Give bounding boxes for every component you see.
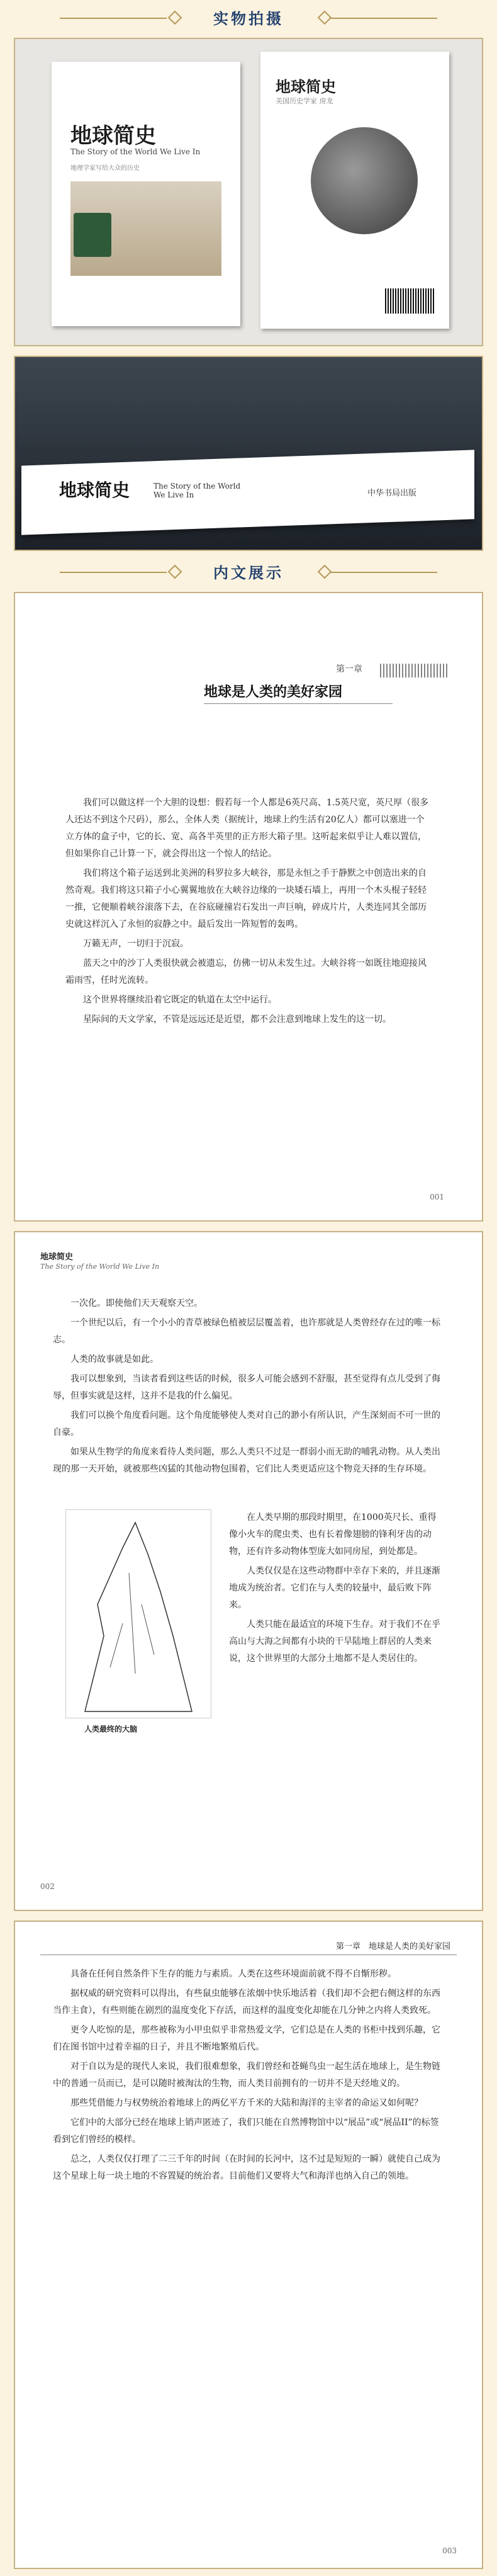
- front-cover-emblem: [74, 213, 111, 257]
- page1-paragraphs-paragraph: 我们可以做这样一个大胆的设想：假若每一个人都是6英尺高、1.5英尺宽，英尺厚（很多人还达不到这个尺码），那么，全体人类（据统计，地球上约生活有20亿人）都可以塞进一个立方体的盒子中，它的长、宽、高各半英里的正方形大箱子里。这听起来似乎让人难以置信，但如果你自己计算一下，就会得出这一个惊人的结论。: [65, 798, 429, 859]
- page2-side_paragraphs-paragraph: 人类只能在最适宜的环境下生存。对于我们不在乎高山与大海之间都有小块的干旱陆地上群居的人类来说，这个世界里的大部分土地都不是人类居住的。: [229, 1620, 440, 1664]
- back-cover-globe-illustration: [311, 127, 418, 234]
- content-page-2: [14, 1231, 483, 1911]
- page2-header-en: The Story of the World We Live In: [40, 1262, 160, 1271]
- page2-paragraphs-paragraph: 我们可以换个角度看问题。这个角度能够使人类对自己的渺小有所认识，产生深刻而不可一世的自豪。: [53, 1410, 440, 1438]
- chapter-label: 第一章: [336, 664, 362, 674]
- spine-publisher: 中华书局出版: [367, 489, 417, 498]
- content-banner: [0, 554, 497, 591]
- page2-paragraphs-paragraph: 一次化。即使他们天天观察天空。: [70, 1298, 203, 1308]
- chapter-title: 地球是人类的美好家园: [204, 684, 343, 700]
- back-cover-subtitle: 美国历史学家 房龙: [276, 97, 333, 105]
- page1-paragraphs-paragraph: 星际间的天文学家，不管是远远还是近望，都不会注意到地球上发生的这一切。: [83, 1014, 391, 1024]
- page2-side_paragraphs-paragraph: 人类仅仅是在这些动物群中幸存下来的，并且逐渐地成为统治者。它们在与人类的较量中，最后败下阵来。: [229, 1566, 440, 1610]
- page2-paragraphs-paragraph: 人类的故事就是如此。: [70, 1354, 159, 1365]
- front-cover-en-title: The Story of the World We Live In: [70, 147, 201, 156]
- page1-number: 001: [430, 1193, 444, 1201]
- content-page-1: [14, 592, 483, 1222]
- page2-number: 002: [40, 1882, 55, 1891]
- page3-paragraphs-paragraph: 它们中的大部分已经在地球上销声匿迹了，我们只能在自然博物馆中以“展品”或“展品II”的标签看到它们曾经的模样。: [53, 2118, 439, 2145]
- page2-side-body: [229, 1509, 444, 1670]
- page3-header: 第一章 地球是人类的美好家园: [335, 1942, 450, 1951]
- page1-paragraphs-paragraph: 万籁无声，一切归于沉寂。: [83, 939, 189, 949]
- banner-line-right: [330, 18, 437, 19]
- sketch-caption: 人类最终的大脑: [84, 1725, 138, 1733]
- page3-paragraphs-paragraph: 总之，人类仅仅打理了二三千年的时间（在时间的长河中，这不过是短短的一瞬）就使自己成为这个星球上每一块土地的不容置疑的统治者。目前他们又要将大气和海洋也纳入自己的领地。: [53, 2154, 440, 2181]
- page3-paragraphs-paragraph: 据权威的研究资料可以得出，有些鼠虫能够在浓烟中快乐地活着（我们却不会把右侧这样的东西当作主食），有些则能在剧烈的温度变化下存活，而这样的温度变化却能在几分钟之内将人类致死。: [53, 1989, 440, 2016]
- page2-paragraphs-paragraph: 如果从生物学的角度来看待人类问题，那么人类只不过是一群弱小而无助的哺乳动物。从人类出现的那一天开始，就被那些凶猛的其他动物包围着，它们比人类更适应这个物竞天择的生存环境。: [53, 1447, 440, 1474]
- cliff-sketch-illustration: [65, 1509, 211, 1718]
- page3-paragraphs-paragraph: 具备在任何自然条件下生存的能力与素质。人类在这些环境面前就不得不自惭形秽。: [70, 1969, 396, 1979]
- page2-paragraphs-paragraph: 一个世纪以后，有一个小小的青草被绿色植被层层覆盖着，也许那就是人类曾经存在过的唯一标志。: [53, 1318, 440, 1345]
- photo-covers: [14, 38, 483, 346]
- page3-body: [53, 1966, 444, 2187]
- page1-paragraphs-paragraph: 这个世界将继续沿着它既定的轨道在太空中运行。: [83, 995, 277, 1005]
- front-cover-title: 地球简史: [70, 123, 156, 149]
- photo-spine: [14, 356, 483, 551]
- page1-body: [65, 795, 432, 1031]
- page1-paragraphs-paragraph: 我们将这个箱子运送到北美洲的科罗拉多大峡谷，那是永恒之手于静默之中创造出来的自然奇观。我们将这只箱子小心翼翼地放在大峡谷边缘的一块矮石墙上，再用一个木头棍子轻轻一推，它便顺着峡谷滚落下去，在谷底碰撞岩石发出一声巨响，碎成片片，人类连同其全部历史就这样沉入了永恒的寂静之中。最后发出一阵短暂的轰鸣。: [65, 868, 427, 929]
- page3-paragraphs-paragraph: 更令人吃惊的是，那些被称为小甲虫似乎非常热爱文学，它们总是在人类的书柜中找到乐趣，它们在图书馆中过着幸福的日子，并且不断地繁殖后代。: [53, 2025, 440, 2052]
- spine-title: 地球简史: [59, 480, 130, 501]
- back-cover: [260, 52, 449, 329]
- cliff-sketch-svg: [66, 1510, 211, 1718]
- spine-en-title: The Story of the World We Live In: [154, 482, 241, 499]
- chapter-ornament: [380, 664, 449, 678]
- page2-paragraphs-paragraph: 我可以想象到，当读者看到这些话的时候，很多人可能会感到不舒服，甚至觉得有点儿受到了侮辱，但事实就是这样，这并不是我的什么偏见。: [53, 1374, 440, 1401]
- banner2-line-right: [330, 572, 437, 573]
- page3-paragraphs-paragraph: 对于自以为是的现代人来说，我们很难想象，我们曾经和苍蝇鸟虫一起生活在地球上，是生物链中的普通一员而已，是可以随时被淘汰的生物，而人类目前拥有的一切并不是天经地义的。: [53, 2062, 440, 2089]
- page2-header-title: 地球简史: [40, 1252, 74, 1262]
- photos-section-title: 实物拍摄: [213, 10, 284, 28]
- content-page-3: [14, 1921, 483, 2569]
- front-cover: [52, 62, 240, 326]
- page2-side_paragraphs-paragraph: 在人类早期的那段时期里，在1000英尺长、重得像小火车的爬虫类、也有长着像翅膀的锋利牙齿的动物，还有许多动物体型庞大如同房屋，到处都是。: [229, 1512, 437, 1557]
- page3-number: 003: [442, 2546, 457, 2555]
- back-cover-title: 地球简史: [276, 77, 336, 96]
- content-section-title: 内文展示: [213, 564, 284, 582]
- chapter-rule: [204, 703, 393, 704]
- page3-paragraphs-paragraph: 那些凭借能力与权势统治着地球上的两亿平方千米的大陆和海洋的主宰者的命运又如何呢？: [70, 2098, 423, 2108]
- back-cover-barcode: [385, 288, 435, 314]
- front-cover-series: 地理学家写给大众的历史: [70, 165, 140, 172]
- page1-paragraphs-paragraph: 蓝天之中的沙丁人类很快就会被遗忘，仿佛一切从未发生过。大峡谷将一如既往地迎接风霜雨雪，任时光流转。: [65, 958, 427, 985]
- photos-banner: [0, 0, 497, 37]
- page2-body: [53, 1295, 444, 1480]
